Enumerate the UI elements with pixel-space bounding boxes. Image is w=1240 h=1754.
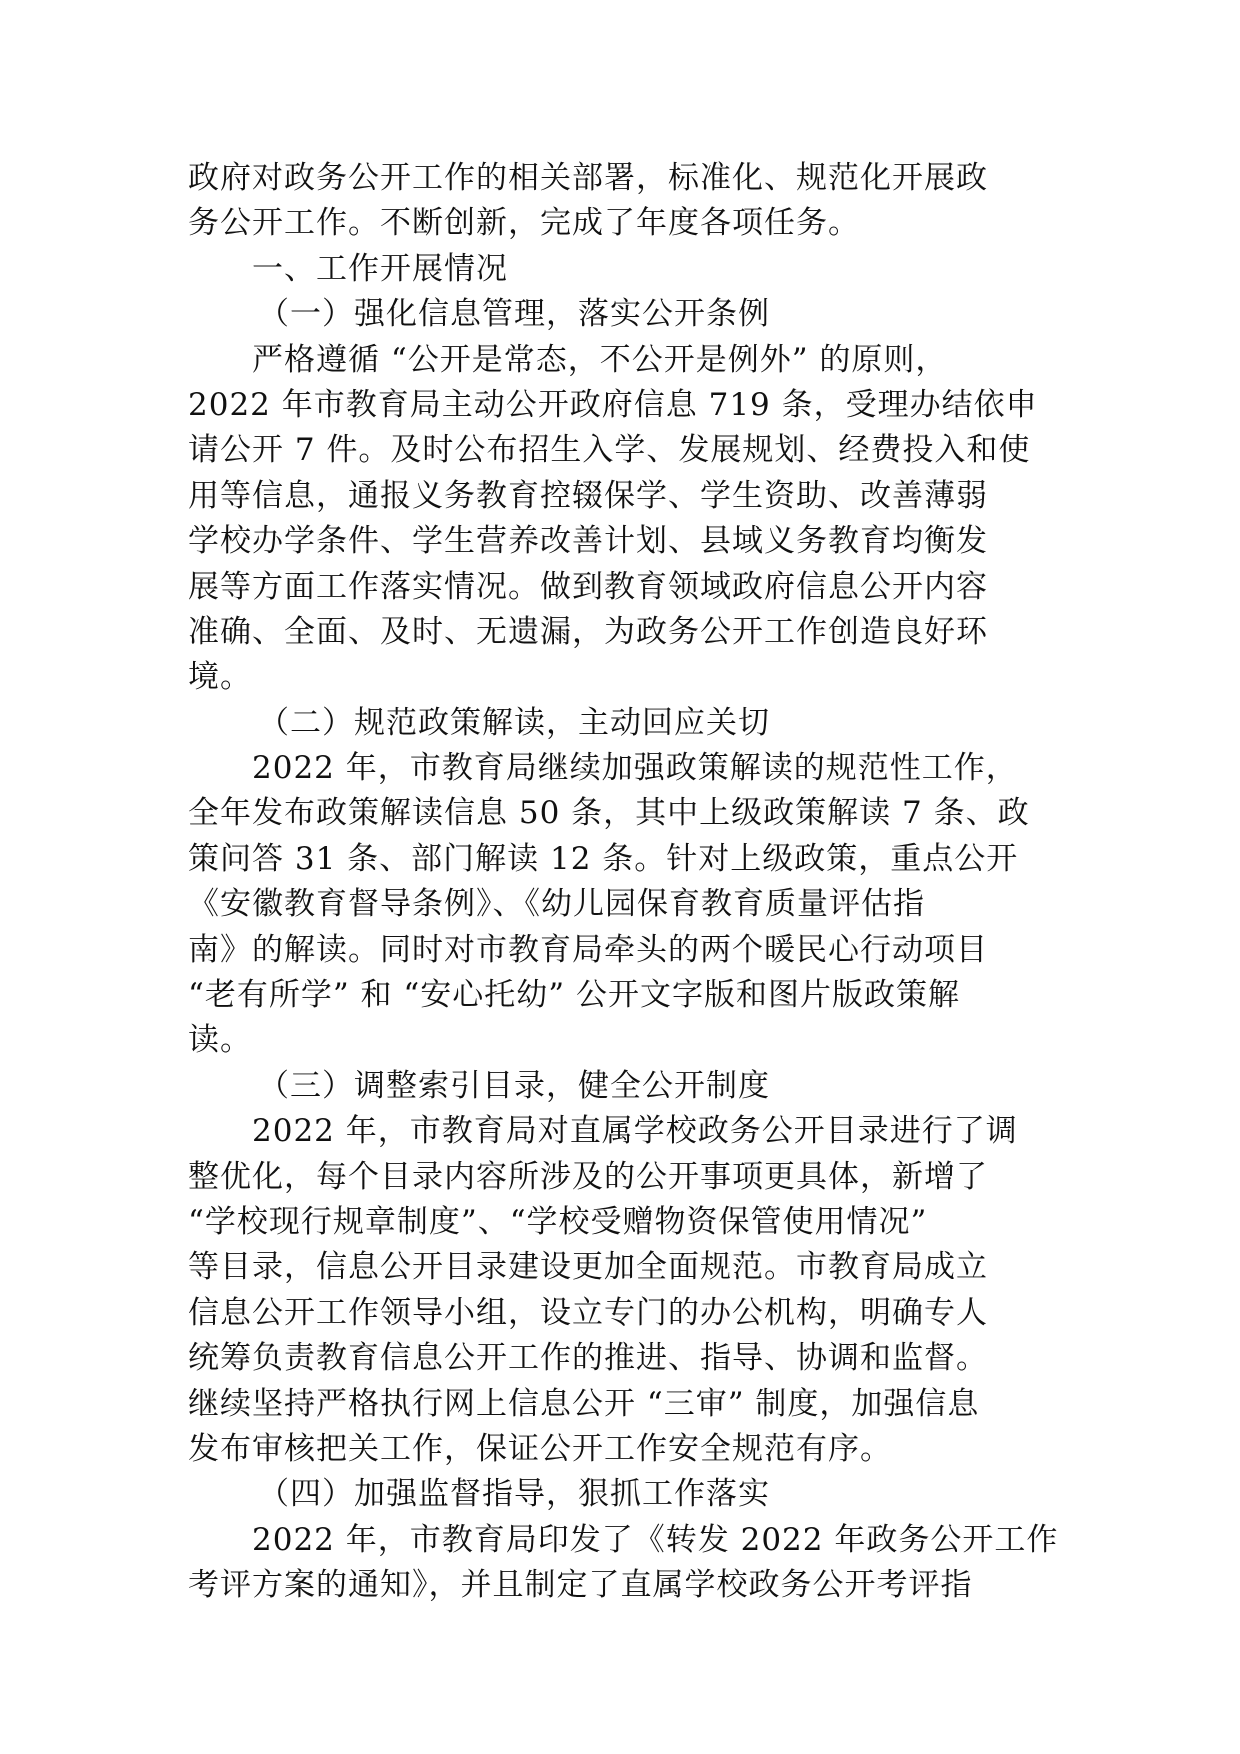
text-line: 学校办学条件、学生营养改善计划、县域义务教育均衡发	[188, 523, 988, 560]
text-line: 等目录，信息公开目录建设更加全面规范。市教育局成立	[188, 1249, 988, 1286]
text-line: 整优化，每个目录内容所涉及的公开事项更具体，新增了	[188, 1158, 988, 1195]
text-line: 全年发布政策解读信息 50 条，其中上级政策解读 7 条、政	[188, 795, 1030, 832]
text-line: 《安徽教育督导条例》、《幼儿园保育教育质量评估指	[188, 886, 925, 923]
section-heading: （二）规范政策解读，主动回应关切	[258, 704, 770, 741]
text-line: 境。	[188, 659, 252, 696]
document-body	[188, 156, 1060, 1609]
text-line: 继续坚持严格执行网上信息公开 “三审” 制度，加强信息	[188, 1385, 980, 1422]
text-line: 严格遵循 “公开是常态，不公开是例外” 的原则，	[252, 341, 948, 378]
text-line: 2022 年，市教育局印发了《转发 2022 年政务公开工作	[252, 1521, 1059, 1558]
section-heading: （三）调整索引目录，健全公开制度	[258, 1067, 770, 1104]
text-line: 读。	[188, 1022, 252, 1059]
text-line: 南》的解读。同时对市教育局牵头的两个暖民心行动项目	[188, 931, 988, 968]
text-line: 统筹负责教育信息公开工作的推进、指导、协调和监督。	[188, 1340, 988, 1377]
text-line: 用等信息，通报义务教育控辍保学、学生资助、改善薄弱	[188, 477, 988, 514]
text-line: 准确、全面、及时、无遗漏，为政务公开工作创造良好环	[188, 613, 988, 650]
text-line: 务公开工作。不断创新，完成了年度各项任务。	[188, 205, 860, 242]
text-line: 策问答 31 条、部门解读 12 条。针对上级政策，重点公开	[188, 840, 1019, 877]
text-line: 2022 年，市教育局继续加强政策解读的规范性工作，	[252, 750, 1018, 787]
text-line: 2022 年，市教育局对直属学校政务公开目录进行了调	[252, 1113, 1018, 1150]
text-line: 发布审核把关工作，保证公开工作安全规范有序。	[188, 1430, 892, 1467]
text-line: “学校现行规章制度”、“学校受赠物资保管使用情况”	[188, 1203, 928, 1240]
text-line: 政府对政务公开工作的相关部署，标准化、规范化开展政	[188, 160, 988, 196]
text-line: 请公开 7 件。及时公布招生入学、发展规划、经费投入和使	[188, 432, 1031, 469]
section-heading: 一、工作开展情况	[252, 250, 508, 287]
section-heading: （一）强化信息管理，落实公开条例	[258, 296, 770, 333]
text-line: 信息公开工作领导小组，设立专门的办公机构，明确专人	[188, 1294, 988, 1331]
text-line: “老有所学” 和 “安心托幼” 公开文字版和图片版政策解	[188, 977, 960, 1014]
text-line: 考评方案的通知》，并且制定了直属学校政务公开考评指	[188, 1567, 973, 1604]
text-line: 2022 年市教育局主动公开政府信息 719 条，受理办结依申	[188, 386, 1038, 423]
section-heading: （四）加强监督指导，狠抓工作落实	[258, 1476, 770, 1513]
text-line: 展等方面工作落实情况。做到教育领域政府信息公开内容	[188, 568, 988, 605]
